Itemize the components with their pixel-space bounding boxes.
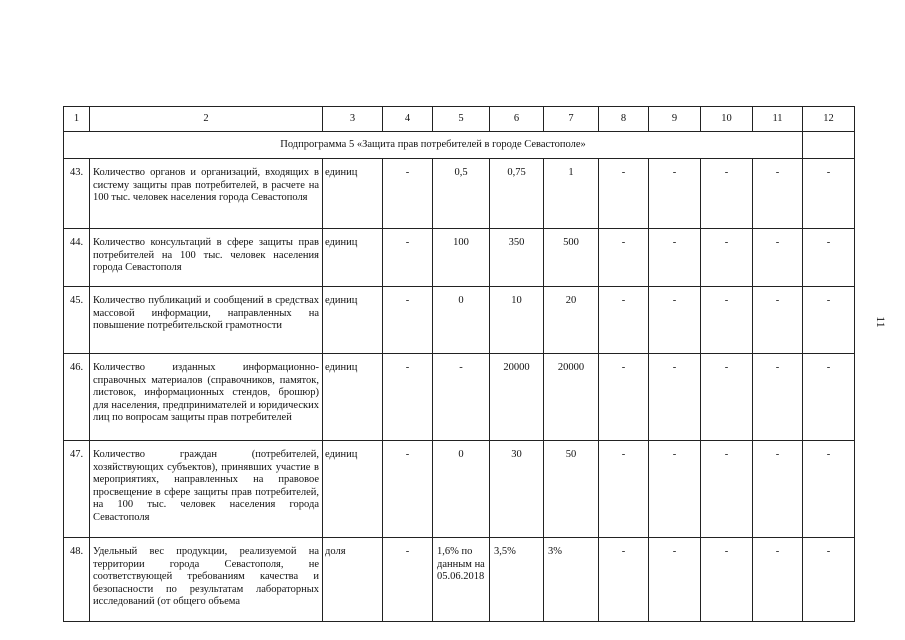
value-col-8: - xyxy=(599,287,649,354)
value-col-10: - xyxy=(701,354,753,441)
value-col-7: 500 xyxy=(544,229,599,287)
row-number: 45. xyxy=(64,287,90,354)
column-header: 6 xyxy=(490,107,544,132)
indicator-description: Количество публикаций и сообщений в средствах массовой информации, направленных на повышение потребительской грамотности xyxy=(90,287,323,354)
value-col-4: - xyxy=(383,538,433,622)
column-header: 3 xyxy=(323,107,383,132)
indicator-description: Количество органов и организаций, входящих в систему защиты прав потребителей, в расчете на 100 тыс. человек населения города Севастополя xyxy=(90,159,323,229)
value-col-5: - xyxy=(433,354,490,441)
value-col-4: - xyxy=(383,229,433,287)
value-col-11: - xyxy=(753,287,803,354)
page-number: 11 xyxy=(874,316,888,328)
value-col-6: 0,75 xyxy=(490,159,544,229)
value-col-11: - xyxy=(753,538,803,622)
column-header: 2 xyxy=(90,107,323,132)
value-col-12: - xyxy=(803,287,855,354)
value-col-5: 1,6% по данным на 05.06.2018 xyxy=(433,538,490,622)
value-col-8: - xyxy=(599,354,649,441)
table-row xyxy=(64,159,855,229)
value-col-4: - xyxy=(383,354,433,441)
indicator-description: Количество граждан (потребителей, хозяйствующих субъектов), принявших участие в мероприятиях, направленных на правовое просвещение в сфере защиты прав потребителей, на 100 тыс. человек населения города Севастополя xyxy=(90,441,323,538)
value-col-6: 350 xyxy=(490,229,544,287)
unit-cell: единиц xyxy=(323,159,383,229)
value-col-11: - xyxy=(753,159,803,229)
subprogram-title: Подпрограмма 5 «Защита прав потребителей в городе Севастополе» xyxy=(64,132,803,159)
value-col-10: - xyxy=(701,229,753,287)
value-col-5: 0,5 xyxy=(433,159,490,229)
unit-cell: доля xyxy=(323,538,383,622)
value-col-10: - xyxy=(701,538,753,622)
column-header: 11 xyxy=(753,107,803,132)
table-row xyxy=(64,441,855,538)
value-col-12: - xyxy=(803,538,855,622)
subprogram-row xyxy=(64,132,855,159)
value-col-5: 0 xyxy=(433,287,490,354)
value-col-12: - xyxy=(803,441,855,538)
value-col-7: 3% xyxy=(544,538,599,622)
value-col-10: - xyxy=(701,287,753,354)
unit-cell: единиц xyxy=(323,441,383,538)
value-col-6: 3,5% xyxy=(490,538,544,622)
value-col-6: 10 xyxy=(490,287,544,354)
column-header: 9 xyxy=(649,107,701,132)
value-col-4: - xyxy=(383,287,433,354)
value-col-11: - xyxy=(753,229,803,287)
value-col-7: 20 xyxy=(544,287,599,354)
table-row xyxy=(64,538,855,622)
column-number-row xyxy=(64,107,855,132)
value-col-12: - xyxy=(803,354,855,441)
indicator-rows xyxy=(64,159,855,622)
unit-cell: единиц xyxy=(323,287,383,354)
column-header: 1 xyxy=(64,107,90,132)
value-col-5: 100 xyxy=(433,229,490,287)
indicator-description: Количество изданных информационно-справочных материалов (справочников, памяток, листовок, информационных стендов, брошюр) для населения, предпринимателей и юридических лиц по вопросам защиты прав потребителей xyxy=(90,354,323,441)
value-col-8: - xyxy=(599,229,649,287)
table-row xyxy=(64,287,855,354)
value-col-7: 50 xyxy=(544,441,599,538)
value-col-7: 1 xyxy=(544,159,599,229)
value-col-9: - xyxy=(649,159,701,229)
column-header: 5 xyxy=(433,107,490,132)
value-col-6: 30 xyxy=(490,441,544,538)
value-col-10: - xyxy=(701,441,753,538)
value-col-10: - xyxy=(701,159,753,229)
row-number: 43. xyxy=(64,159,90,229)
value-col-9: - xyxy=(649,441,701,538)
value-col-9: - xyxy=(649,229,701,287)
column-header: 8 xyxy=(599,107,649,132)
value-col-9: - xyxy=(649,354,701,441)
value-col-12: - xyxy=(803,159,855,229)
value-col-8: - xyxy=(599,159,649,229)
value-col-4: - xyxy=(383,441,433,538)
value-col-6: 20000 xyxy=(490,354,544,441)
indicator-description: Количество консультаций в сфере защиты прав потребителей на 100 тыс. человек населения города Севастополя xyxy=(90,229,323,287)
value-col-12: - xyxy=(803,229,855,287)
row-number: 44. xyxy=(64,229,90,287)
value-col-9: - xyxy=(649,538,701,622)
column-header: 4 xyxy=(383,107,433,132)
indicator-table xyxy=(63,106,855,622)
row-number: 47. xyxy=(64,441,90,538)
table-row xyxy=(64,229,855,287)
column-header: 12 xyxy=(803,107,855,132)
value-col-9: - xyxy=(649,287,701,354)
value-col-7: 20000 xyxy=(544,354,599,441)
row-number: 46. xyxy=(64,354,90,441)
value-col-5: 0 xyxy=(433,441,490,538)
row-number: 48. xyxy=(64,538,90,622)
table-row xyxy=(64,354,855,441)
value-col-11: - xyxy=(753,441,803,538)
indicator-description: Удельный вес продукции, реализуемой на территории города Севастополя, не соответствующей требованиям качества и безопасности по результатам лабораторных исследований (от общего объема xyxy=(90,538,323,622)
value-col-8: - xyxy=(599,538,649,622)
value-col-4: - xyxy=(383,159,433,229)
value-col-11: - xyxy=(753,354,803,441)
column-header: 10 xyxy=(701,107,753,132)
value-col-8: - xyxy=(599,441,649,538)
subprogram-empty-cell xyxy=(803,132,855,159)
unit-cell: единиц xyxy=(323,229,383,287)
column-header: 7 xyxy=(544,107,599,132)
unit-cell: единиц xyxy=(323,354,383,441)
